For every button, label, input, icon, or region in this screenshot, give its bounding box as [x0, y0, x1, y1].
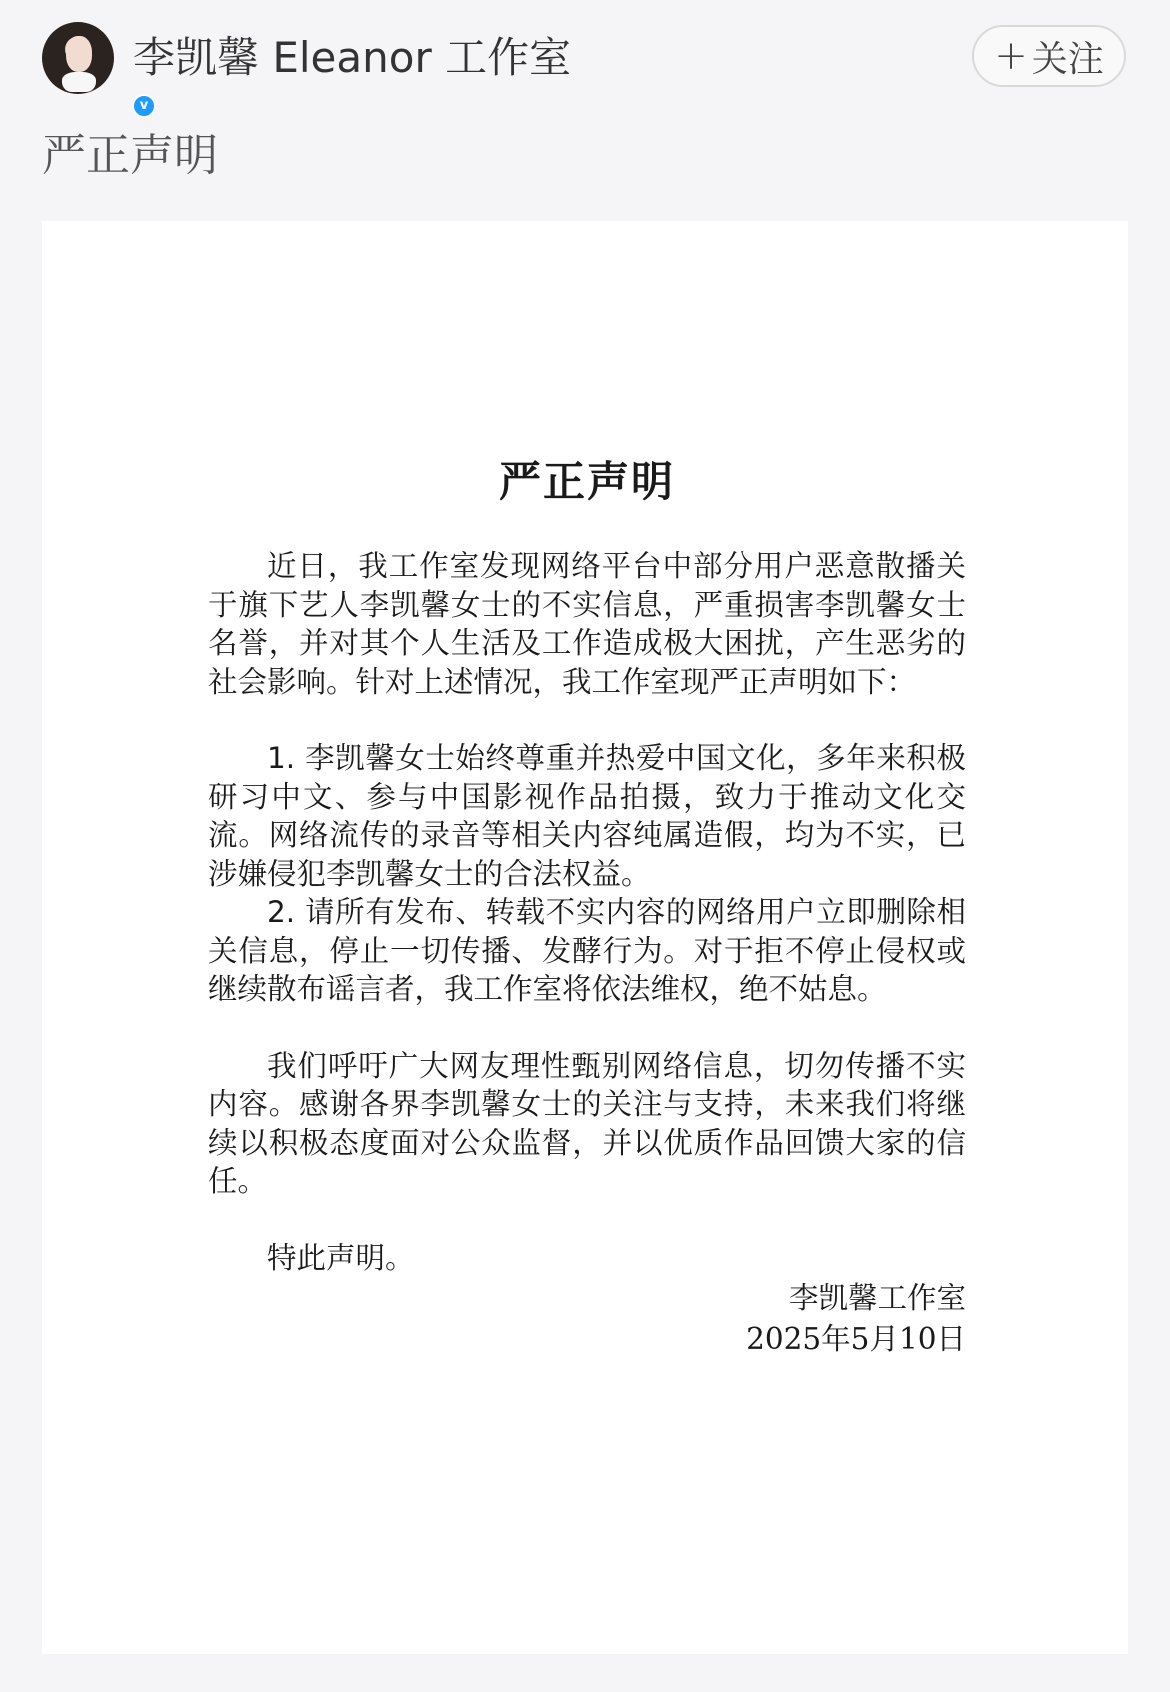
- plus-icon: +: [994, 33, 1028, 79]
- statement-body: [208, 457, 966, 1358]
- paragraph-gap: [208, 1201, 966, 1239]
- statement-intro: 近日，我工作室发现网络平台中部分用户恶意散播关于旗下艺人李凯馨女士的不实信息，严重损害李凯馨女士名誉，并对其个人生活及工作造成极大困扰，产生恶劣的社会影响。针对上述情况，我工作室现严正声明如下：: [208, 549, 966, 699]
- follow-button[interactable]: [972, 25, 1126, 87]
- statement-date: 2025年5月10日: [746, 1321, 966, 1356]
- account-name[interactable]: 李凯馨 Eleanor 工作室: [133, 33, 572, 82]
- statement-point-2: 2. 请所有发布、转载不实内容的网络用户立即删除相关信息，停止一切传播、发酵行为。对于拒不停止侵权或继续散布谣言者，我工作室将依法维权，绝不姑息。: [208, 895, 966, 1006]
- avatar-collar: [62, 72, 96, 92]
- paragraph-gap: [208, 1009, 966, 1047]
- statement-signature: 李凯馨工作室: [788, 1281, 966, 1315]
- statement-image[interactable]: [42, 221, 1128, 1654]
- paragraph-gap: [208, 701, 966, 739]
- post-header: [0, 0, 1170, 120]
- avatar-face: [66, 36, 92, 72]
- statement-title: 严正声明: [498, 457, 675, 506]
- statement-closing: 特此声明。: [267, 1240, 415, 1275]
- follow-label: 关注: [1031, 38, 1104, 80]
- verified-badge-icon: v: [132, 94, 156, 118]
- statement-point-1: 1. 李凯馨女士始终尊重并热爱中国文化，多年来积极研习中文、参与中国影视作品拍摄，致力于推动文化交流。网络流传的录音等相关内容纯属造假，均为不实，已涉嫌侵犯李凯馨女士的合法权益。: [208, 741, 966, 891]
- avatar[interactable]: [42, 22, 149, 113]
- statement-appeal: 我们呼吁广大网友理性甄别网络信息，切勿传播不实内容。感谢各界李凯馨女士的关注与支持，未来我们将继续以积极态度面对公众监督，并以优质作品回馈大家的信任。: [208, 1048, 966, 1198]
- post-title: 严正声明: [42, 130, 218, 181]
